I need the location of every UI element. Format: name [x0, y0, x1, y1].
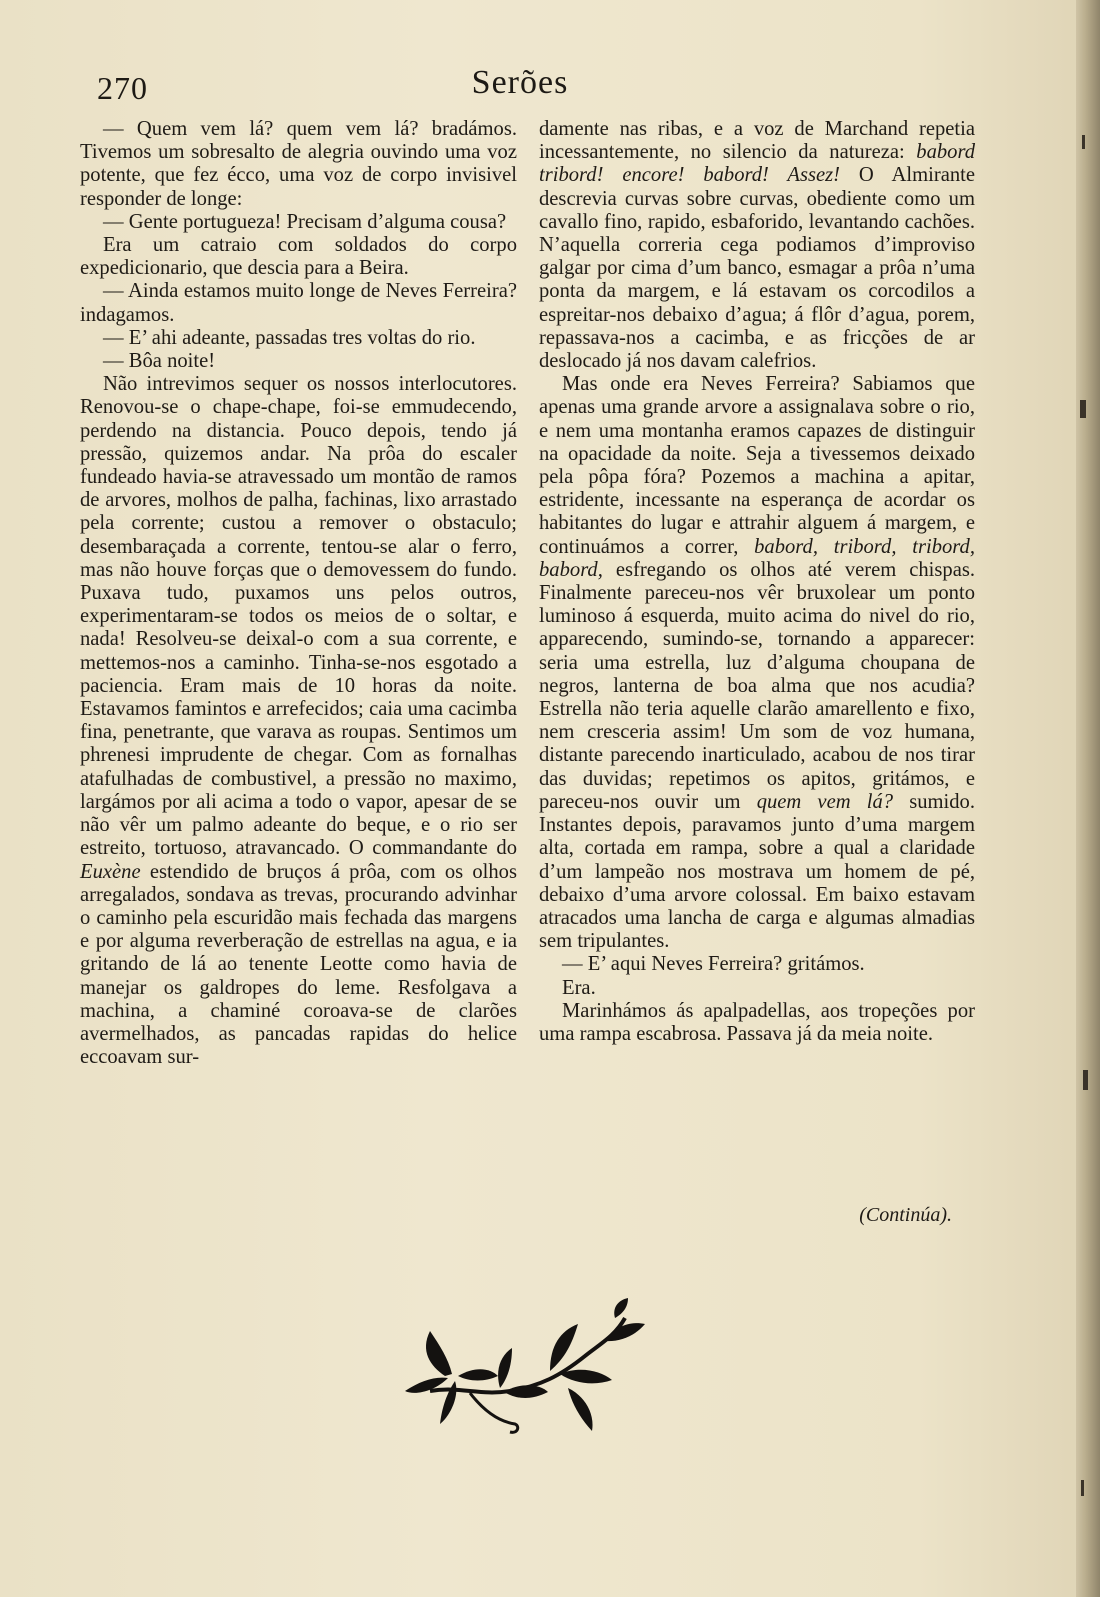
- continua-text: (Continúa).: [859, 1204, 952, 1226]
- text-run: esfregando os olhos até verem chispas. Finalmente pareceu-nos vêr bruxolear um ponto luminoso á esquerda, muito acima do nivel do rio, apparecendo, sumindo-se, tornando a apparecer: seria uma estrella, luz d’alguma choupana de negros, lanterna de boa alma que nos acudia? Estrella não teria aquelle clarão amarellento e fixo, nem cresceria assim! Um som de voz humana, distante parecendo inarticulado, acabou de nos tirar das duvidas; repetimos os apitos, gritámos, e pareceu-nos ouvir um: [539, 558, 975, 813]
- paragraph: [539, 373, 975, 953]
- right-text-column: [539, 118, 975, 1046]
- italic-text-run: babord tribord! encore! babord! Assez!: [539, 141, 975, 187]
- text-run: — E’ ahi adeante, passadas tres voltas do rio.: [103, 326, 476, 349]
- italic-text-run: Euxène: [80, 860, 141, 883]
- paragraph: [539, 953, 975, 976]
- paragraph: [80, 280, 517, 326]
- paragraph: [539, 977, 975, 1000]
- text-run: — Quem vem lá? quem vem lá? bradámos. Tivemos um sobresalto de alegria ouvindo uma voz potente, que fez écco, uma voz de corpo invisivel responder de longe:: [80, 118, 517, 210]
- paragraph: [80, 211, 517, 234]
- text-run: — Gente portugueza! Precisam d’alguma cousa?: [103, 210, 507, 233]
- text-run: sumido. Instantes depois, paravamos junto d’uma margem alta, cortada em rampa, sobre a qual a claridade d’um lampeão nos mostrava um homem de pé, debaixo d’uma arvore colossal. Em baixo estavam atracados uma lancha de carga e algumas almadias sem tripulantes.: [539, 790, 975, 953]
- text-run: Era um catraio com soldados do corpo expedicionario, que descia para a Beira.: [80, 234, 517, 280]
- floral-vignette-icon: [400, 1296, 650, 1446]
- italic-text-run: babord, tribord, tribord, babord,: [539, 535, 975, 581]
- page-number: 270: [97, 70, 148, 106]
- text-run: Era.: [562, 976, 596, 999]
- paragraph: [80, 118, 517, 211]
- book-spine-edge: [1076, 0, 1100, 1597]
- paragraph: [80, 234, 517, 280]
- paragraph: [539, 1000, 975, 1046]
- paragraph: [80, 350, 517, 373]
- italic-text-run: quem vem lá?: [756, 790, 894, 813]
- text-run: O Almirante descrevia curvas sobre curvas, obediente como um cavallo fino, rapido, esbaforido, levantando cachões. N’aquella correria cega podiamos d’improviso galgar por cima d’um banco, esmagar a prôa n’uma ponta da margem, e lá estavam os corcodilos a espreitar-nos debaixo d’agua; á flôr d’agua, porem, repassava-nos a cacimba, e as fricções de ar deslocado já nos davam calefrios.: [539, 164, 975, 373]
- text-run: — E’ aqui Neves Ferreira? gritámos.: [562, 953, 865, 976]
- text-run: Mas onde era Neves Ferreira? Sabiamos que apenas uma grande arvore a assignalava sobre o rio, e nem uma montanha eramos capazes de distinguir na opacidade da noite. Seja a tivessemos deixado pela pôpa fóra? Pozemos a machina a apitar, estridente, incessante na esperança de acordar os habitantes do lugar e attrahir alguem á margem, e continuámos a correr,: [539, 373, 975, 558]
- running-title: Serões: [471, 64, 569, 101]
- text-run: estendido de bruços á prôa, com os olhos arregalados, sondava as trevas, procurando advinhar o caminho pela escuridão mais fechada das margens e por alguma reverberação de estrellas na agua, e ia gritando de lá ao tenente Leotte como havia de manejar os galdropes do leme. Resfolgava a machina, a chaminé coroava-se de clarões avermelhados, as pancadas rapidas do helice eccoavam sur-: [80, 860, 517, 1069]
- text-run: — Bôa noite!: [103, 350, 216, 373]
- text-run: Não intrevimos sequer os nossos interlocutores. Renovou-se o chape-chape, foi-se emmudecendo, perdendo na distancia. Pouco depois, tendo já pressão, quizemos andar. Na prôa do escaler fundeado havia-se atravessado um montão de ramos de arvores, molhos de palha, fachinas, lixo arrastado pela corrente; custou a remover o obstaculo; desembaraçada a corrente, tentou-se alar o ferro, mas não houve forças que o demovessem do fundo. Puxava tudo, puxamos uns pelos outros, experimentaram-se todos os meios de o soltar, e nada! Resolveu-se deixal-o com a sua corrente, e mettemos-nos a caminho. Tinha-se-nos esgotado a paciencia. Eram mais de 10 horas da noite. Estavamos famintos e arrefecidos; caia uma cacimba fina, penetrante, que varava as roupas. Sentimos um phrenesi imprudente de chegar. Com as fornalhas atafulhadas de combustivel, a pressão no maximo, largámos por ali acima a todo o vapor, apesar de se não vêr um palmo adeante do beque, e o rio ser estreito, tortuoso, atravancado. O commandante do: [80, 373, 517, 860]
- paragraph: [80, 373, 517, 1069]
- paragraph: [539, 118, 975, 373]
- continua-note: [780, 1204, 952, 1227]
- text-run: — Ainda estamos muito longe de Neves Ferreira? indagamos.: [80, 280, 517, 326]
- left-text-column: [80, 118, 517, 1069]
- text-run: Marinhámos ás apalpadellas, aos tropeções por uma rampa escabrosa. Passava já da meia noite.: [539, 999, 975, 1045]
- text-run: damente nas ribas, e a voz de Marchand repetia incessantemente, no silencio da natureza:: [539, 118, 975, 164]
- paragraph: [80, 327, 517, 350]
